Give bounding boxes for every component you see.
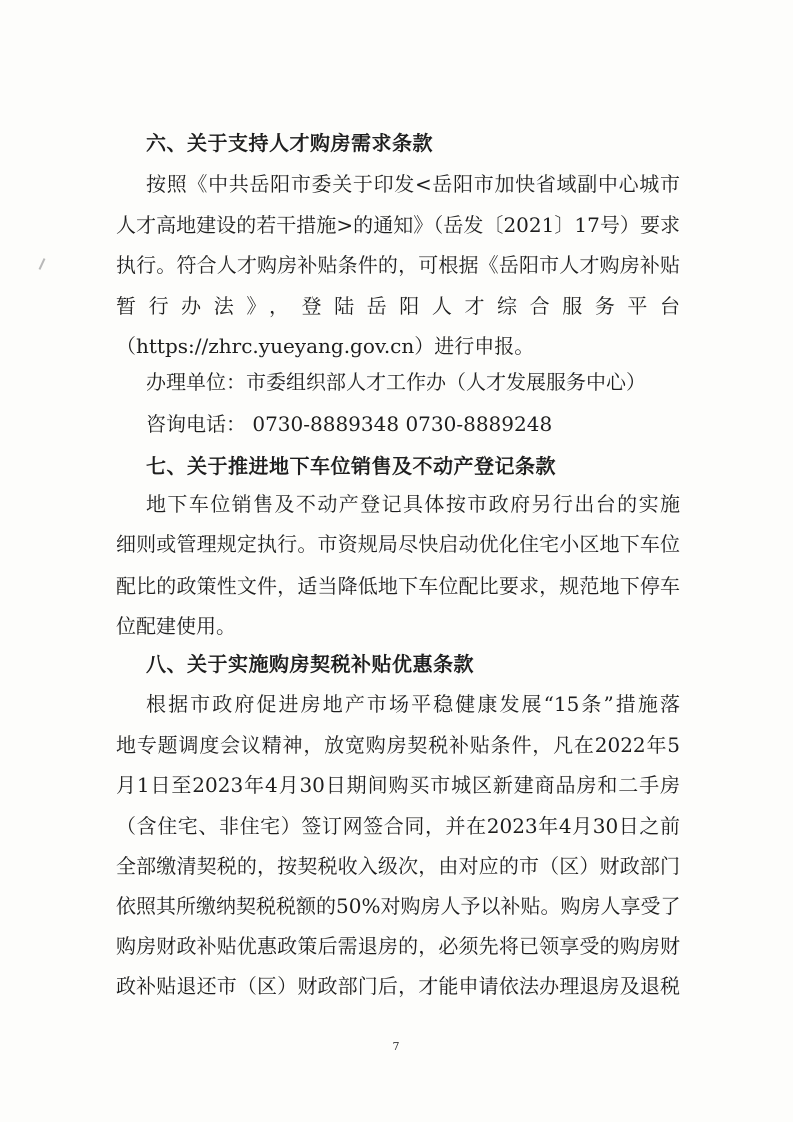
section-7-line-1: 地下车位销售及不动产登记具体按市政府另行出台的实施 [146, 492, 680, 516]
section-8-heading: 八、关于实施购房契税补贴优惠条款 [146, 652, 474, 676]
consultation-phone: 咨询电话： 0730-8889348 0730-8889248 [146, 412, 553, 436]
section-6-line-4: 暂行办法》，登陆岳阳人才综合服务平台 [116, 294, 680, 318]
page-number: 7 [392, 1040, 400, 1053]
section-7-line-4: 位配建使用。 [116, 614, 236, 638]
section-8-line-7: 购房财政补贴优惠政策后需退房的，必须先将已领享受的购房财 [116, 934, 680, 958]
section-8-line-2: 地专题调度会议精神，放宽购房契税补贴条件，凡在2022年5 [116, 733, 680, 757]
section-8-line-6: 依照其所缴纳契税税额的50%对购房人予以补贴。购房人享受了 [116, 894, 681, 918]
section-8-line-8: 政补贴退还市（区）财政部门后，才能申请依法办理退房及退税 [116, 974, 680, 998]
section-6-line-3: 执行。符合人才购房补贴条件的，可根据《岳阳市人才购房补贴 [116, 253, 680, 277]
handling-unit: 办理单位：市委组织部人才工作办（人才发展服务中心） [146, 370, 646, 394]
section-8-line-5: 全部缴清契税的，按契税收入级次，由对应的市（区）财政部门 [116, 854, 680, 878]
section-6-heading: 六、关于支持人才购房需求条款 [146, 131, 433, 155]
section-6-line-1: 按照《中共岳阳市委关于印发<岳阳市加快省域副中心城市 [146, 172, 680, 196]
section-8-line-4: （含住宅、非住宅）签订网签合同，并在2023年4月30日之前 [116, 814, 680, 838]
section-7-line-3: 配比的政策性文件，适当降低地下车位配比要求，规范地下停车 [116, 574, 680, 598]
section-8-line-1: 根据市政府促进房地产市场平稳健康发展“15条”措施落 [146, 692, 680, 716]
scan-mark [39, 258, 46, 270]
section-7-heading: 七、关于推进地下车位销售及不动产登记条款 [146, 454, 556, 478]
section-8-line-3: 月1日至2023年4月30日期间购买市城区新建商品房和二手房 [116, 773, 680, 797]
section-7-line-2: 细则或管理规定执行。市资规局尽快启动优化住宅小区地下车位 [116, 532, 680, 556]
section-6-line-2: 人才高地建设的若干措施>的通知》（岳发〔2021〕17号）要求 [116, 213, 680, 237]
section-6-line-5: （https://zhrc.yueyang.gov.cn）进行申报。 [116, 334, 535, 358]
